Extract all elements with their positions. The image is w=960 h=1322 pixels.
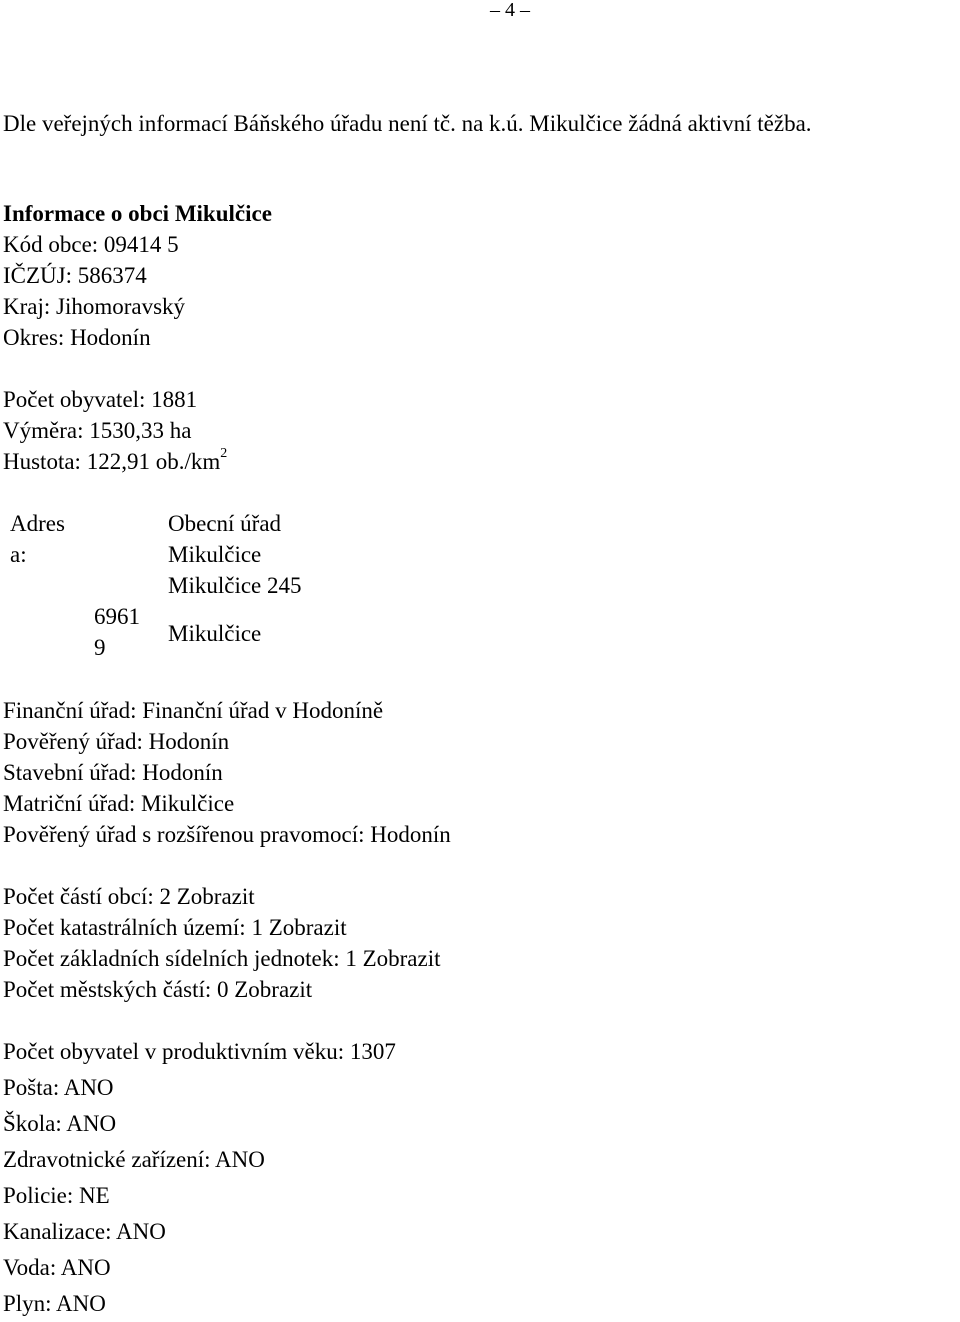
amenity-item: Plyn: ANO [3, 1291, 106, 1316]
parts-item: Počet městských částí: 0 Zobrazit [3, 977, 313, 1002]
amenity-item: Pošta: ANO [3, 1075, 114, 1100]
address-label: Adres a: [10, 511, 65, 567]
address-line-1: Obecní úřad [168, 511, 282, 536]
parts-item: Počet základních sídelních jednotek: 1 Zobrazit [3, 946, 441, 971]
info-iczuj: IČZÚJ: 586374 [3, 263, 147, 288]
office-item: Matriční úřad: Mikulčice [3, 791, 235, 816]
info-heading: Informace o obci Mikulčice [3, 201, 272, 226]
stat-hustota: Hustota: 122,91 $ob./km^2$ [3, 446, 228, 474]
municipality-stats [3, 384, 227, 477]
page-number: – 4 – [490, 0, 530, 21]
address-city: Mikulčice [168, 621, 262, 646]
stat-obyvatel: Počet obyvatel: 1881 [3, 387, 198, 412]
address-line-2: Mikulčice [168, 542, 262, 567]
intro-paragraph [3, 108, 812, 139]
info-kraj: Kraj: Jihomoravský [3, 294, 186, 319]
parts-item: Počet částí obcí: 2 Zobrazit [3, 884, 255, 909]
amenity-item: Kanalizace: ANO [3, 1219, 166, 1244]
office-item: Finanční úřad: Finanční úřad v Hodoníně [3, 698, 384, 723]
amenities-list [3, 1034, 396, 1322]
stat-vymera: Výměra: 1530,33 ha [3, 418, 192, 443]
amenity-item: Počet obyvatel v produktivním věku: 1307 [3, 1039, 396, 1064]
info-okres: Okres: Hodonín [3, 325, 151, 350]
intro-text: Dle veřejných informací Báňského úřadu není tč. na k.ú. Mikulčice žádná aktivní těžba. [3, 111, 812, 136]
address-postal-code: 6961 9 [94, 604, 140, 660]
amenity-item: Škola: ANO [3, 1111, 117, 1136]
address-lines [168, 508, 302, 601]
office-item: Pověřený úřad s rozšířenou pravomocí: Hodonín [3, 822, 451, 847]
amenity-item: Voda: ANO [3, 1255, 111, 1280]
parts-item: Počet katastrálních území: 1 Zobrazit [3, 915, 347, 940]
info-kod-obce: Kód obce: 09414 5 [3, 232, 179, 257]
office-item: Pověřený úřad: Hodonín [3, 729, 230, 754]
hustota-exponent: 2 [220, 446, 228, 462]
amenity-item: Zdravotnické zařízení: ANO [3, 1147, 265, 1172]
amenity-item: Policie: NE [3, 1183, 110, 1208]
office-item: Stavební úřad: Hodonín [3, 760, 223, 785]
parts-list [3, 881, 441, 1005]
address-line-3: Mikulčice 245 [168, 573, 302, 598]
municipality-info [3, 198, 272, 353]
offices-list [3, 695, 451, 850]
